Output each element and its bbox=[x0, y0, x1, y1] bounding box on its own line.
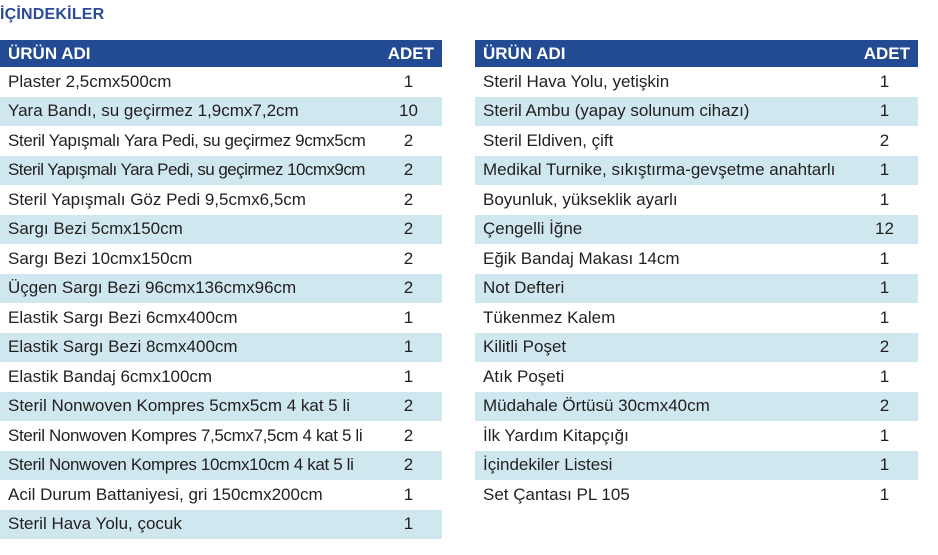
quantity-cell: 2 bbox=[851, 333, 918, 363]
product-name-cell: Atık Poşeti bbox=[475, 362, 851, 392]
table-row bbox=[475, 392, 918, 422]
quantity-cell: 1 bbox=[851, 421, 918, 451]
table-row bbox=[0, 451, 442, 481]
table-row bbox=[0, 392, 442, 422]
contents-table-left bbox=[0, 40, 442, 539]
quantity-cell: 2 bbox=[375, 421, 442, 451]
quantity-cell: 1 bbox=[851, 67, 918, 97]
table-row bbox=[0, 156, 442, 186]
table-row bbox=[475, 215, 918, 245]
product-name-cell: Plaster 2,5cmx500cm bbox=[0, 67, 375, 97]
product-name-cell: Kilitli Poşet bbox=[475, 333, 851, 363]
quantity-cell: 1 bbox=[375, 333, 442, 363]
table-row bbox=[0, 244, 442, 274]
table-row bbox=[475, 126, 918, 156]
quantity-cell: 1 bbox=[851, 185, 918, 215]
quantity-cell: 1 bbox=[851, 97, 918, 127]
column-header-product-name: ÜRÜN ADI bbox=[0, 40, 375, 67]
table-row bbox=[475, 362, 918, 392]
table-row bbox=[0, 333, 442, 363]
table-row bbox=[0, 185, 442, 215]
product-name-cell: Elastik Sargı Bezi 8cmx400cm bbox=[0, 333, 375, 363]
table-row bbox=[475, 156, 918, 186]
table-row bbox=[475, 333, 918, 363]
table-row bbox=[0, 274, 442, 304]
table-row bbox=[0, 362, 442, 392]
product-name-cell: Sargı Bezi 5cmx150cm bbox=[0, 215, 375, 245]
product-name-cell: Müdahale Örtüsü 30cmx40cm bbox=[475, 392, 851, 422]
product-name-cell: Steril Yapışmalı Göz Pedi 9,5cmx6,5cm bbox=[0, 185, 375, 215]
table-row bbox=[475, 185, 918, 215]
quantity-cell: 1 bbox=[375, 362, 442, 392]
table-header-row bbox=[475, 40, 918, 67]
quantity-cell: 2 bbox=[375, 392, 442, 422]
quantity-cell: 2 bbox=[851, 392, 918, 422]
table-row bbox=[475, 274, 918, 304]
product-name-cell: Steril Hava Yolu, çocuk bbox=[0, 510, 375, 540]
product-name-cell: Set Çantası PL 105 bbox=[475, 480, 851, 510]
table-row bbox=[0, 126, 442, 156]
quantity-cell: 1 bbox=[851, 274, 918, 304]
product-name-cell: Steril Nonwoven Kompres 5cmx5cm 4 kat 5 li bbox=[0, 392, 375, 422]
quantity-cell: 2 bbox=[851, 126, 918, 156]
product-name-cell: Not Defteri bbox=[475, 274, 851, 304]
table-row bbox=[475, 97, 918, 127]
column-header-quantity: ADET bbox=[851, 40, 918, 67]
table-header-row bbox=[0, 40, 442, 67]
table-row bbox=[0, 303, 442, 333]
product-name-cell: Steril Hava Yolu, yetişkin bbox=[475, 67, 851, 97]
product-name-cell: Steril Nonwoven Kompres 7,5cmx7,5cm 4 kat 5 li bbox=[0, 421, 375, 451]
quantity-cell: 2 bbox=[375, 244, 442, 274]
product-name-cell: Sargı Bezi 10cmx150cm bbox=[0, 244, 375, 274]
table-row bbox=[475, 67, 918, 97]
product-name-cell: Elastik Sargı Bezi 6cmx400cm bbox=[0, 303, 375, 333]
quantity-cell: 2 bbox=[375, 185, 442, 215]
quantity-cell: 1 bbox=[375, 303, 442, 333]
product-name-cell: Boyunluk, yükseklik ayarlı bbox=[475, 185, 851, 215]
quantity-cell: 2 bbox=[375, 215, 442, 245]
quantity-cell: 1 bbox=[851, 244, 918, 274]
product-name-cell: Medikal Turnike, sıkıştırma-gevşetme anahtarlı bbox=[475, 156, 851, 186]
quantity-cell: 1 bbox=[851, 156, 918, 186]
quantity-cell: 1 bbox=[375, 480, 442, 510]
table-row bbox=[0, 510, 442, 540]
product-name-cell: Elastik Bandaj 6cmx100cm bbox=[0, 362, 375, 392]
product-name-cell: Steril Eldiven, çift bbox=[475, 126, 851, 156]
table-row bbox=[0, 215, 442, 245]
quantity-cell: 12 bbox=[851, 215, 918, 245]
quantity-cell: 2 bbox=[375, 451, 442, 481]
product-name-cell: Eğik Bandaj Makası 14cm bbox=[475, 244, 851, 274]
table-row bbox=[0, 67, 442, 97]
column-header-product-name: ÜRÜN ADI bbox=[475, 40, 851, 67]
table-row bbox=[475, 480, 918, 510]
page-title: İÇİNDEKİLER bbox=[0, 6, 105, 23]
table-row bbox=[475, 451, 918, 481]
quantity-cell: 1 bbox=[851, 451, 918, 481]
quantity-cell: 2 bbox=[375, 274, 442, 304]
product-name-cell: Tükenmez Kalem bbox=[475, 303, 851, 333]
quantity-cell: 1 bbox=[851, 480, 918, 510]
table-row bbox=[0, 97, 442, 127]
contents-table-right bbox=[475, 40, 918, 510]
product-name-cell: Yara Bandı, su geçirmez 1,9cmx7,2cm bbox=[0, 97, 375, 127]
table-row bbox=[475, 303, 918, 333]
table-row bbox=[0, 421, 442, 451]
quantity-cell: 2 bbox=[375, 126, 442, 156]
quantity-cell: 1 bbox=[375, 67, 442, 97]
table-row bbox=[475, 244, 918, 274]
table-row bbox=[475, 421, 918, 451]
product-name-cell: Çengelli İğne bbox=[475, 215, 851, 245]
column-header-quantity: ADET bbox=[375, 40, 442, 67]
quantity-cell: 1 bbox=[375, 510, 442, 540]
product-name-cell: Steril Ambu (yapay solunum cihazı) bbox=[475, 97, 851, 127]
product-name-cell: Üçgen Sargı Bezi 96cmx136cmx96cm bbox=[0, 274, 375, 304]
product-name-cell: Steril Yapışmalı Yara Pedi, su geçirmez 10cmx9cm bbox=[0, 156, 375, 186]
product-name-cell: İlk Yardım Kitapçığı bbox=[475, 421, 851, 451]
quantity-cell: 1 bbox=[851, 362, 918, 392]
table-row bbox=[0, 480, 442, 510]
product-name-cell: Steril Nonwoven Kompres 10cmx10cm 4 kat 5 li bbox=[0, 451, 375, 481]
product-name-cell: Acil Durum Battaniyesi, gri 150cmx200cm bbox=[0, 480, 375, 510]
quantity-cell: 1 bbox=[851, 303, 918, 333]
product-name-cell: İçindekiler Listesi bbox=[475, 451, 851, 481]
quantity-cell: 10 bbox=[375, 97, 442, 127]
quantity-cell: 2 bbox=[375, 156, 442, 186]
product-name-cell: Steril Yapışmalı Yara Pedi, su geçirmez 9cmx5cm bbox=[0, 126, 375, 156]
